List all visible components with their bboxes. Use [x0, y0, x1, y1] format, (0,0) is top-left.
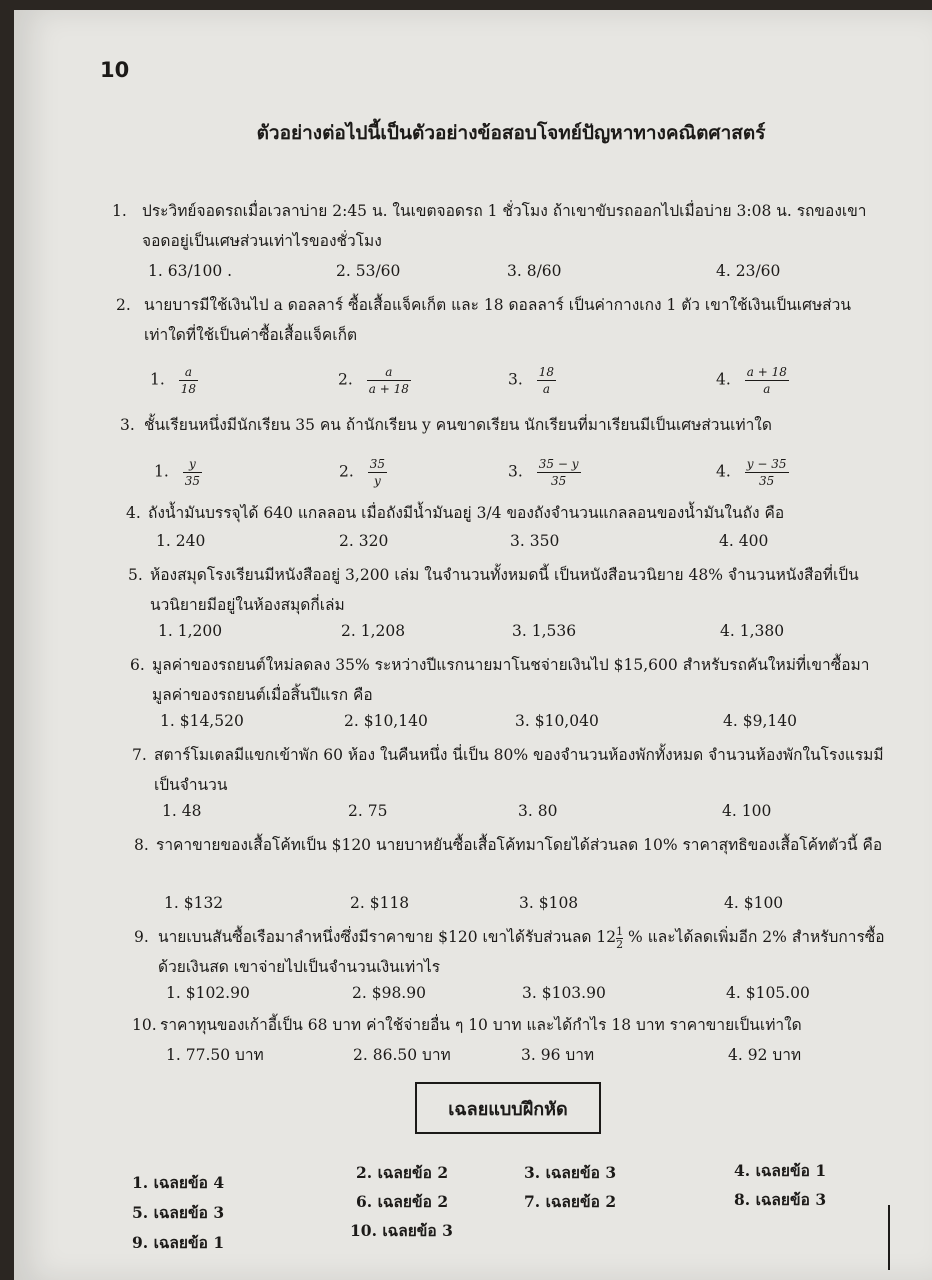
option: 2. 53/60 — [336, 262, 401, 280]
option: 4. 100 — [722, 802, 772, 820]
option: 2. $\frac{a}{a + 18}$ — [338, 365, 409, 396]
question-8 — [134, 830, 886, 860]
option: 3. 96 บาท — [521, 1046, 595, 1064]
option: 1. 77.50 บาท — [166, 1046, 264, 1064]
question-number: 2. — [116, 296, 131, 314]
fraction: $\frac{35 - y}{35}$ — [538, 457, 579, 488]
answer-item: 1. เฉลยข้อ 4 — [132, 1173, 225, 1192]
option: 2. 320 — [339, 532, 389, 550]
answer-item: 4. เฉลยข้อ 1 — [734, 1161, 827, 1180]
option: 2. $\frac{35}{y}$ — [339, 457, 386, 488]
option: 4. $\frac{a + 18}{a}$ — [716, 365, 787, 396]
option: 3. 1,536 — [512, 622, 577, 640]
option: 1. 48 — [162, 802, 202, 820]
answer-item: 6. เฉลยข้อ 2 — [356, 1192, 449, 1211]
option: 4. $105.00 — [726, 984, 810, 1002]
question-number: 4. — [126, 504, 141, 522]
option: 3. 80 — [518, 802, 558, 820]
answer-item: 7. เฉลยข้อ 2 — [524, 1192, 617, 1211]
question-text: สตาร์โมเตลมีแขกเข้าพัก 60 ห้อง ในคืนหนึ่ง นี่เป็น 80% ของจำนวนห้องพักทั้งหมด จำนวนห้องพักในโรงแรมมีเป็นจำนวน — [154, 746, 884, 794]
option: 3. $\frac{35 - y}{35}$ — [508, 457, 579, 488]
fraction: $\frac{a}{18}$ — [180, 365, 197, 396]
question-number: 1. — [112, 202, 127, 220]
option: 3. $103.90 — [522, 984, 606, 1002]
fraction: $\frac{y}{35}$ — [184, 457, 201, 488]
question-7 — [132, 740, 886, 800]
question-text: มูลค่าของรถยนต์ใหม่ลดลง 35% ระหว่างปีแรกนายมาโนชจ่ายเงินไป $15,600 สำหรับรถคันใหม่ที่เขาซื้อมามูลค่าของรถยนต์เมื่อสิ้นปีแรก คือ — [152, 656, 870, 704]
answer-item: 2. เฉลยข้อ 2 — [356, 1163, 449, 1182]
page-title: ตัวอย่างต่อไปนี้เป็นตัวอย่างข้อสอบโจทย์ปัญหาทางคณิตศาสตร์ — [256, 122, 766, 144]
answer-item: 3. เฉลยข้อ 3 — [524, 1163, 617, 1182]
question-6 — [130, 650, 886, 710]
answer-item: 5. เฉลยข้อ 3 — [132, 1203, 225, 1222]
question-text: นายเบนสันซื้อเรือมาลำหนึ่งซึ่งมีราคาขาย $120 เขาได้รับส่วนลด 12 $\frac{1}{2}$ % และได้ลดเพิ่มอีก 2% สำหรับการซื้อด้วยเงินสด เขาจ่ายไปเป็นจำนวนเงินเท่าไร — [158, 924, 885, 976]
question-9 — [134, 922, 886, 982]
question-number: 5. — [128, 566, 143, 584]
fraction: $\frac{y - 35}{35}$ — [746, 457, 787, 488]
question-number: 6. — [130, 656, 145, 674]
question-text: ห้องสมุดโรงเรียนมีหนังสืออยู่ 3,200 เล่ม ในจำนวนทั้งหมดนี้ เป็นหนังสือนวนิยาย 48% จำนวนหนังสือที่เป็นนวนิยายมีอยู่ในห้องสมุดกี่เล่ม — [150, 566, 859, 614]
question-number: 8. — [134, 836, 149, 854]
page-number: 10 — [100, 58, 130, 82]
option: 1. $132 — [164, 894, 224, 912]
fraction: $\frac{35}{y}$ — [369, 457, 386, 488]
answer-item: 9. เฉลยข้อ 1 — [132, 1233, 225, 1252]
margin-mark — [888, 1205, 890, 1270]
option: 4. $\frac{y - 35}{35}$ — [716, 457, 787, 488]
answer-key-heading: เฉลยแบบฝึกหัด — [415, 1082, 601, 1134]
option: 4. 1,380 — [720, 622, 785, 640]
fraction: $\frac{18}{a}$ — [538, 365, 555, 396]
question-10 — [132, 1010, 886, 1040]
option: 3. $\frac{18}{a}$ — [508, 365, 555, 396]
option: 2. 75 — [348, 802, 388, 820]
option: 1. $\frac{y}{35}$ — [154, 457, 201, 488]
question-number: 7. — [132, 746, 147, 764]
option: 1. 63/100 . — [148, 262, 233, 280]
option: 4. 400 — [719, 532, 769, 550]
question-3 — [120, 410, 886, 440]
option: 2. $118 — [350, 894, 410, 912]
question-text: ราคาขายของเสื้อโค้ทเป็น $120 นายบาหยันซื้อเสื้อโค้ทมาโดยได้ส่วนลด 10% ราคาสุทธิของเสื้อโค้ทตัวนี้ คือ — [156, 836, 883, 854]
option: 1. 1,200 — [158, 622, 223, 640]
option: 4. 92 บาท — [728, 1046, 802, 1064]
question-number: 10. — [132, 1016, 157, 1034]
question-text: ถังน้ำมันบรรจุได้ 640 แกลลอน เมื่อถังมีน้ำมันอยู่ 3/4 ของถังจำนวนแกลลอนของน้ำมันในถัง คือ — [148, 504, 785, 522]
question-4 — [126, 498, 886, 528]
option: 1. $102.90 — [166, 984, 250, 1002]
option: 3. $108 — [519, 894, 579, 912]
question-text: นายบารมีใช้เงินไป a ดอลลาร์ ซื้อเสื้อแจ็คเก็ต และ 18 ดอลลาร์ เป็นค่ากางเกง 1 ตัว เขาใช้เงินเป็นเศษส่วนเท่าใดที่ใช้เป็นค่าซื้อเสื้อแจ็คเก็ต — [144, 296, 851, 344]
option: 3. $10,040 — [515, 712, 599, 730]
option: 2. $98.90 — [352, 984, 426, 1002]
option: 3. 350 — [510, 532, 560, 550]
question-text: ประวิทย์จอดรถเมื่อเวลาบ่าย 2:45 น. ในเขตจอดรถ 1 ชั่วโมง ถ้าเขาขับรถออกไปเมื่อบ่าย 3:08 น. รถของเขาจอดอยู่เป็นเศษส่วนเท่าไรของชั่วโมง — [142, 202, 867, 250]
question-2 — [116, 290, 886, 350]
option: 1. $\frac{a}{18}$ — [150, 365, 197, 396]
option: 2. 86.50 บาท — [353, 1046, 451, 1064]
option: 4. $9,140 — [723, 712, 797, 730]
question-1 — [112, 196, 887, 256]
question-5 — [128, 560, 886, 620]
option: 1. 240 — [156, 532, 206, 550]
fraction: $\frac{1}{2}$ — [616, 924, 624, 951]
option: 3. 8/60 — [507, 262, 562, 280]
answer-item: 8. เฉลยข้อ 3 — [734, 1190, 827, 1209]
question-number: 9. — [134, 928, 149, 946]
option: 4. $100 — [724, 894, 784, 912]
option: 2. 1,208 — [341, 622, 406, 640]
question-text: ราคาทุนของเก้าอี้เป็น 68 บาท ค่าใช้จ่ายอื่น ๆ 10 บาท และได้กำไร 18 บาท ราคาขายเป็นเท่าใด — [160, 1016, 802, 1034]
option: 4. 23/60 — [716, 262, 781, 280]
question-text: ชั้นเรียนหนึ่งมีนักเรียน 35 คน ถ้านักเรียน y คนขาดเรียน นักเรียนที่มาเรียนมีเป็นเศษส่วนเท่าใด — [144, 416, 772, 434]
fraction: $\frac{a}{a + 18}$ — [368, 365, 409, 396]
question-number: 3. — [120, 416, 135, 434]
option: 1. $14,520 — [160, 712, 244, 730]
answer-item: 10. เฉลยข้อ 3 — [350, 1221, 453, 1240]
option: 2. $10,140 — [344, 712, 428, 730]
fraction: $\frac{a + 18}{a}$ — [746, 365, 787, 396]
